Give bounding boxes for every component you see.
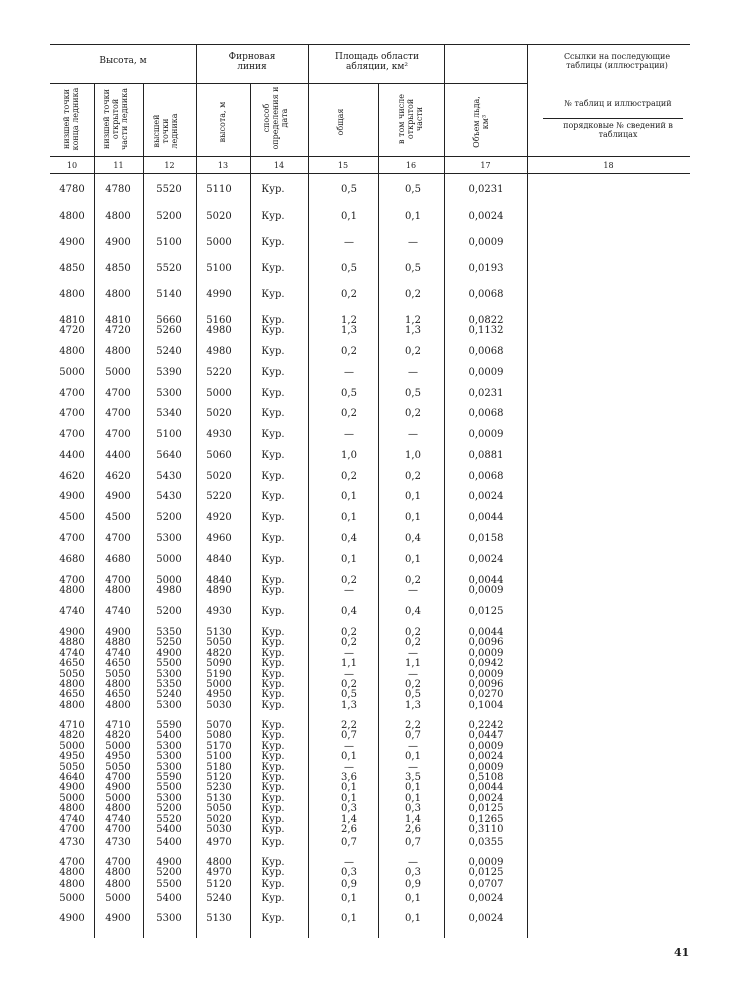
table-cell: 0,0009 0,0125 — [468, 857, 504, 879]
table-cell: 0,4 — [341, 533, 357, 544]
table-cell: Кур. — [261, 211, 285, 222]
table-cell: 5100 — [206, 263, 232, 274]
header-c15: общая — [336, 108, 345, 136]
table-cell: 4700 4800 — [105, 857, 131, 879]
table-cell: 0,5 — [405, 388, 421, 399]
col-rule-15 — [308, 44, 309, 938]
table-cell: 0,0231 — [468, 388, 504, 399]
table-cell: 2,2 0,7 — 0,1 — 3,5 0,1 0,1 0,3 1,4 2,6 — [405, 720, 421, 836]
table-cell: 5240 — [156, 346, 182, 357]
table-cell: 5350 5250 4900 5500 5300 5350 5240 5300 — [156, 627, 182, 711]
column-number: 15 — [337, 161, 349, 170]
table-cell: 4900 — [59, 237, 85, 248]
table-cell: 5240 — [206, 893, 232, 904]
table-cell: 0,0044 0,0009 — [468, 575, 504, 597]
table-cell: 4900 — [59, 913, 85, 924]
table-cell: 0,9 — [341, 879, 357, 890]
table-cell: Кур. — [261, 913, 285, 924]
header-ref-tables: № таблиц и иллюстраций — [564, 99, 672, 108]
table-cell: 4800 — [105, 346, 131, 357]
header-c10: низшей точки конца ледника — [62, 87, 80, 151]
table-cell: Кур. — [261, 184, 285, 195]
table-cell: 5000 — [206, 388, 232, 399]
table-cell: 0,2 — [405, 346, 421, 357]
table-cell: 0,9 — [405, 879, 421, 890]
table-cell: 0,1 — [405, 913, 421, 924]
table-cell: 0,2 — [341, 408, 357, 419]
table-cell: 4620 — [59, 471, 85, 482]
header-c14: способ определения и дата — [262, 86, 289, 150]
table-cell: 5220 — [206, 367, 232, 378]
table-cell: 5500 — [156, 879, 182, 890]
table-cell: 4800 — [59, 346, 85, 357]
table-cell: Кур. — [261, 367, 285, 378]
table-cell: Кур. — [261, 491, 285, 502]
column-number: 14 — [273, 161, 285, 170]
header-c16: в том числе открытой части — [397, 94, 424, 144]
header-references: Ссылки на последующие таблицы (иллюстрации) — [563, 52, 671, 70]
table-cell: 0,2 0,2 — 1,1 — 0,2 0,5 1,3 — [405, 627, 421, 711]
header-c17: Объем льда, км³ — [472, 96, 490, 148]
table-cell: 0,0231 — [468, 184, 504, 195]
table-cell: — 0,3 — [405, 857, 421, 879]
table-cell: 0,1 — [405, 893, 421, 904]
table-cell: Кур. Кур. — [261, 315, 285, 337]
table-cell: — 0,3 — [341, 857, 357, 879]
table-cell: 1,2 1,3 — [341, 315, 357, 337]
table-cell: 1,0 — [341, 450, 357, 461]
table-cell: 0,4 — [341, 606, 357, 617]
table-cell: 0,5 — [405, 263, 421, 274]
table-cell: Кур. Кур. — [261, 857, 285, 879]
table-cell: Кур. — [261, 533, 285, 544]
table-cell: Кур. — [261, 289, 285, 300]
table-cell: 2,2 0,7 — 0,1 — 3,6 0,1 0,1 0,3 1,4 2,6 — [341, 720, 357, 836]
table-cell: 4900 — [105, 913, 131, 924]
table-cell: 4800 — [59, 211, 85, 222]
table-cell: — — [344, 429, 354, 440]
table-cell: 4700 — [59, 408, 85, 419]
table-cell: 5400 — [156, 837, 182, 848]
table-cell: 5220 — [206, 491, 232, 502]
table-cell: 5300 — [156, 913, 182, 924]
table-cell: 0,0068 — [468, 471, 504, 482]
table-cell: 5100 — [156, 237, 182, 248]
table-cell: 0,0009 — [468, 367, 504, 378]
table-cell: 0,0024 — [468, 491, 504, 502]
table-cell: 0,0158 — [468, 533, 504, 544]
table-cell: 4620 — [105, 471, 131, 482]
table-cell: 5400 — [156, 893, 182, 904]
table-cell: 4840 — [206, 554, 232, 565]
table-cell: 0,0044 0,0096 0,0009 0,0942 0,0009 0,0096 0,0270 0,1004 — [468, 627, 504, 711]
table-cell: 0,0068 — [468, 346, 504, 357]
table-cell: 0,1 — [341, 211, 357, 222]
table-cell: 5160 4980 — [206, 315, 232, 337]
table-cell: 0,0707 — [468, 879, 504, 890]
table-cell: 4740 — [105, 606, 131, 617]
table-cell: 0,0044 — [468, 512, 504, 523]
table-cell: 5390 — [156, 367, 182, 378]
table-cell: 5300 — [156, 533, 182, 544]
column-number: 18 — [603, 161, 614, 170]
table-cell: 0,1 — [341, 554, 357, 565]
table-cell: 4500 — [105, 512, 131, 523]
table-cell: Кур. — [261, 837, 285, 848]
col-rule-17 — [444, 44, 445, 938]
table-cell: 4840 4890 — [206, 575, 232, 597]
table-cell: 4780 — [59, 184, 85, 195]
table-cell: 5000 — [59, 893, 85, 904]
table-cell: 0,2 0,2 — 1,1 — 0,2 0,5 1,3 — [341, 627, 357, 711]
header-bottom-rule — [50, 156, 690, 157]
column-number: 13 — [217, 161, 229, 170]
table-cell: 4680 — [105, 554, 131, 565]
table-cell: 5020 — [206, 211, 232, 222]
references-divider — [543, 118, 683, 119]
table-cell: Кур. — [261, 408, 285, 419]
table-cell: Кур. — [261, 237, 285, 248]
table-cell: — — [344, 367, 354, 378]
page-number: 41 — [674, 946, 690, 959]
table-cell: 4990 — [206, 289, 232, 300]
table-cell: 0,2242 0,0447 0,0009 0,0024 0,0009 0,5108 0,0044 0,0024 0,0125 0,1265 0,3110 — [468, 720, 504, 836]
table-cell: 0,2 — [405, 408, 421, 419]
table-cell: 0,1 — [341, 893, 357, 904]
header-c13: высота, м — [218, 101, 227, 143]
table-cell: 5060 — [206, 450, 232, 461]
table-cell: 5590 5400 5300 5300 5300 5590 5500 5300 5200 5520 5400 — [156, 720, 182, 836]
table-cell: Кур. — [261, 471, 285, 482]
table-cell: Кур. — [261, 893, 285, 904]
table-cell: 5020 — [206, 471, 232, 482]
table-cell: 1,0 — [405, 450, 421, 461]
table-cell: 4930 — [206, 606, 232, 617]
table-cell: 5000 — [105, 893, 131, 904]
table-cell: Кур. — [261, 388, 285, 399]
table-cell: 4800 — [105, 879, 131, 890]
table-cell: 0,1 — [405, 512, 421, 523]
table-cell: 0,0355 — [468, 837, 504, 848]
table-cell: 0,0193 — [468, 263, 504, 274]
table-cell: Кур. Кур. — [261, 575, 285, 597]
table-cell: 4850 — [105, 263, 131, 274]
table-cell: 0,0822 0,1132 — [468, 315, 504, 337]
table-cell: 4800 — [105, 289, 131, 300]
table-cell: 0,0024 — [468, 211, 504, 222]
table-cell: 5000 — [156, 554, 182, 565]
table-cell: 0,0125 — [468, 606, 504, 617]
table-cell: 4800 4970 — [206, 857, 232, 879]
table-cell: 4400 — [105, 450, 131, 461]
table-cell: 0,2 — [341, 289, 357, 300]
table-cell: 0,0881 — [468, 450, 504, 461]
table-cell: 0,2 — [405, 471, 421, 482]
table-cell: Кур. — [261, 450, 285, 461]
table-cell: 4900 4880 4740 4650 5050 4800 4650 4800 — [105, 627, 131, 711]
table-cell: 0,0024 — [468, 893, 504, 904]
header-ref-order: порядковые № сведений в таблицах — [563, 121, 673, 139]
table-cell: 4700 — [105, 533, 131, 544]
group-header-rule — [50, 83, 527, 84]
table-cell: 0,5 — [341, 184, 357, 195]
table-cell: 5130 5050 4820 5090 5190 5000 4950 5030 — [206, 627, 232, 711]
header-firn-line: Фирновая линия — [228, 52, 276, 72]
table-cell: 5200 — [156, 512, 182, 523]
table-cell: 4900 5200 — [156, 857, 182, 879]
header-height: Высота, м — [99, 56, 147, 66]
table-cell: 0,1 — [405, 554, 421, 565]
table-cell: 4700 4800 — [59, 575, 85, 597]
table-cell: Кур. — [261, 346, 285, 357]
table-cell: 4700 4800 — [59, 857, 85, 879]
table-cell: — — [344, 237, 354, 248]
table-cell: 4700 — [105, 408, 131, 419]
table-cell: 5340 — [156, 408, 182, 419]
table-cell: — — [408, 367, 418, 378]
table-cell: Кур. Кур. Кур. Кур. Кур. Кур. Кур. Кур. Кур. Кур. Кур. — [261, 720, 285, 836]
table-cell: 4800 — [59, 879, 85, 890]
table-cell: 4850 — [59, 263, 85, 274]
table-cell: 5430 — [156, 471, 182, 482]
table-cell: 0,2 — — [405, 575, 421, 597]
table-cell: — — [408, 429, 418, 440]
table-cell: 0,1 — [405, 211, 421, 222]
header-ablation-area: Площадь области абляции, км² — [335, 52, 419, 72]
table-cell: 0,1 — [341, 512, 357, 523]
table-cell: 5200 — [156, 606, 182, 617]
table-cell: Кур. — [261, 879, 285, 890]
table-cell: 4680 — [59, 554, 85, 565]
table-cell: 4700 — [59, 533, 85, 544]
header-c12: высшей точки ледника — [152, 113, 179, 149]
table-cell: 4980 — [206, 346, 232, 357]
table-cell: 4810 4720 — [105, 315, 131, 337]
table-cell: Кур. — [261, 554, 285, 565]
column-number: 10 — [66, 161, 78, 170]
table-cell: — — [408, 237, 418, 248]
table-cell: 4740 — [59, 606, 85, 617]
table-top-rule — [50, 44, 690, 45]
table-cell: 4710 4820 5000 4950 5050 4700 4900 5000 4800 4740 4700 — [105, 720, 131, 836]
table-cell: 4780 — [105, 184, 131, 195]
table-cell: 5520 — [156, 184, 182, 195]
table-cell: 5070 5080 5170 5100 5180 5120 5230 5130 5050 5020 5030 — [206, 720, 232, 836]
table-cell: 0,1 — [341, 491, 357, 502]
table-cell: 4900 — [59, 491, 85, 502]
table-cell: 5300 — [156, 388, 182, 399]
table-cell: Кур. — [261, 429, 285, 440]
table-cell: 0,2 — — [341, 575, 357, 597]
table-cell: 5430 — [156, 491, 182, 502]
table-cell: 4900 — [105, 491, 131, 502]
table-cell: 0,0009 — [468, 429, 504, 440]
table-cell: 5110 — [206, 184, 232, 195]
table-cell: 5130 — [206, 913, 232, 924]
table-cell: 5200 — [156, 211, 182, 222]
table-cell: 5020 — [206, 408, 232, 419]
table-cell: 4500 — [59, 512, 85, 523]
table-cell: 0,0068 — [468, 289, 504, 300]
table-cell: 4800 — [59, 289, 85, 300]
table-cell: 0,2 — [405, 289, 421, 300]
table-cell: 0,0024 — [468, 554, 504, 565]
column-numbers-rule — [50, 173, 690, 174]
table-cell: 4700 — [105, 429, 131, 440]
table-cell: 0,5 — [341, 388, 357, 399]
table-cell: 0,5 — [405, 184, 421, 195]
table-cell: 4710 4820 5000 4950 5050 4640 4900 5000 4800 4740 4700 — [59, 720, 85, 836]
table-cell: 0,7 — [341, 837, 357, 848]
table-cell: 5000 — [59, 367, 85, 378]
table-cell: 4730 — [59, 837, 85, 848]
table-cell: 0,5 — [341, 263, 357, 274]
table-cell: 0,0009 — [468, 237, 504, 248]
table-cell: 5660 5260 — [156, 315, 182, 337]
table-cell: 0,0068 — [468, 408, 504, 419]
table-cell: 5000 — [105, 367, 131, 378]
table-cell: 4930 — [206, 429, 232, 440]
column-number: 11 — [113, 161, 124, 170]
table-cell: 0,4 — [405, 606, 421, 617]
table-cell: 5120 — [206, 879, 232, 890]
table-cell: 4900 4880 4740 4650 5050 4800 4650 4800 — [59, 627, 85, 711]
table-cell: Кур. — [261, 512, 285, 523]
table-cell: 4700 4800 — [105, 575, 131, 597]
table-cell: 4730 — [105, 837, 131, 848]
table-cell: 1,2 1,3 — [405, 315, 421, 337]
table-cell: 5000 4980 — [156, 575, 182, 597]
table-cell: 5000 — [206, 237, 232, 248]
table-cell: 5520 — [156, 263, 182, 274]
table-cell: 0,1 — [405, 491, 421, 502]
table-cell: 4810 4720 — [59, 315, 85, 337]
table-cell: 4700 — [59, 429, 85, 440]
table-cell: Кур. Кур. Кур. Кур. Кур. Кур. Кур. Кур. — [261, 627, 285, 711]
header-c11: низшей точки открытой части ледника — [102, 88, 129, 151]
table-cell: 4960 — [206, 533, 232, 544]
table-cell: Кур. — [261, 606, 285, 617]
table-cell: 0,7 — [405, 837, 421, 848]
table-cell: 4800 — [105, 211, 131, 222]
table-cell: 0,1 — [341, 913, 357, 924]
table-cell: 0,4 — [405, 533, 421, 544]
table-cell: 4920 — [206, 512, 232, 523]
table-cell: 0,0024 — [468, 913, 504, 924]
table-cell: 5640 — [156, 450, 182, 461]
column-number: 17 — [480, 161, 491, 170]
column-number: 12 — [164, 161, 175, 170]
col-rule-18 — [527, 44, 528, 938]
table-cell: 4970 — [206, 837, 232, 848]
table-cell: 0,2 — [341, 471, 357, 482]
table-cell: 5140 — [156, 289, 182, 300]
column-number: 16 — [405, 161, 417, 170]
table-cell: 4900 — [105, 237, 131, 248]
table-cell: 4700 — [105, 388, 131, 399]
table-cell: 4400 — [59, 450, 85, 461]
table-cell: Кур. — [261, 263, 285, 274]
table-cell: 0,2 — [341, 346, 357, 357]
table-cell: 4700 — [59, 388, 85, 399]
table-cell: 5100 — [156, 429, 182, 440]
